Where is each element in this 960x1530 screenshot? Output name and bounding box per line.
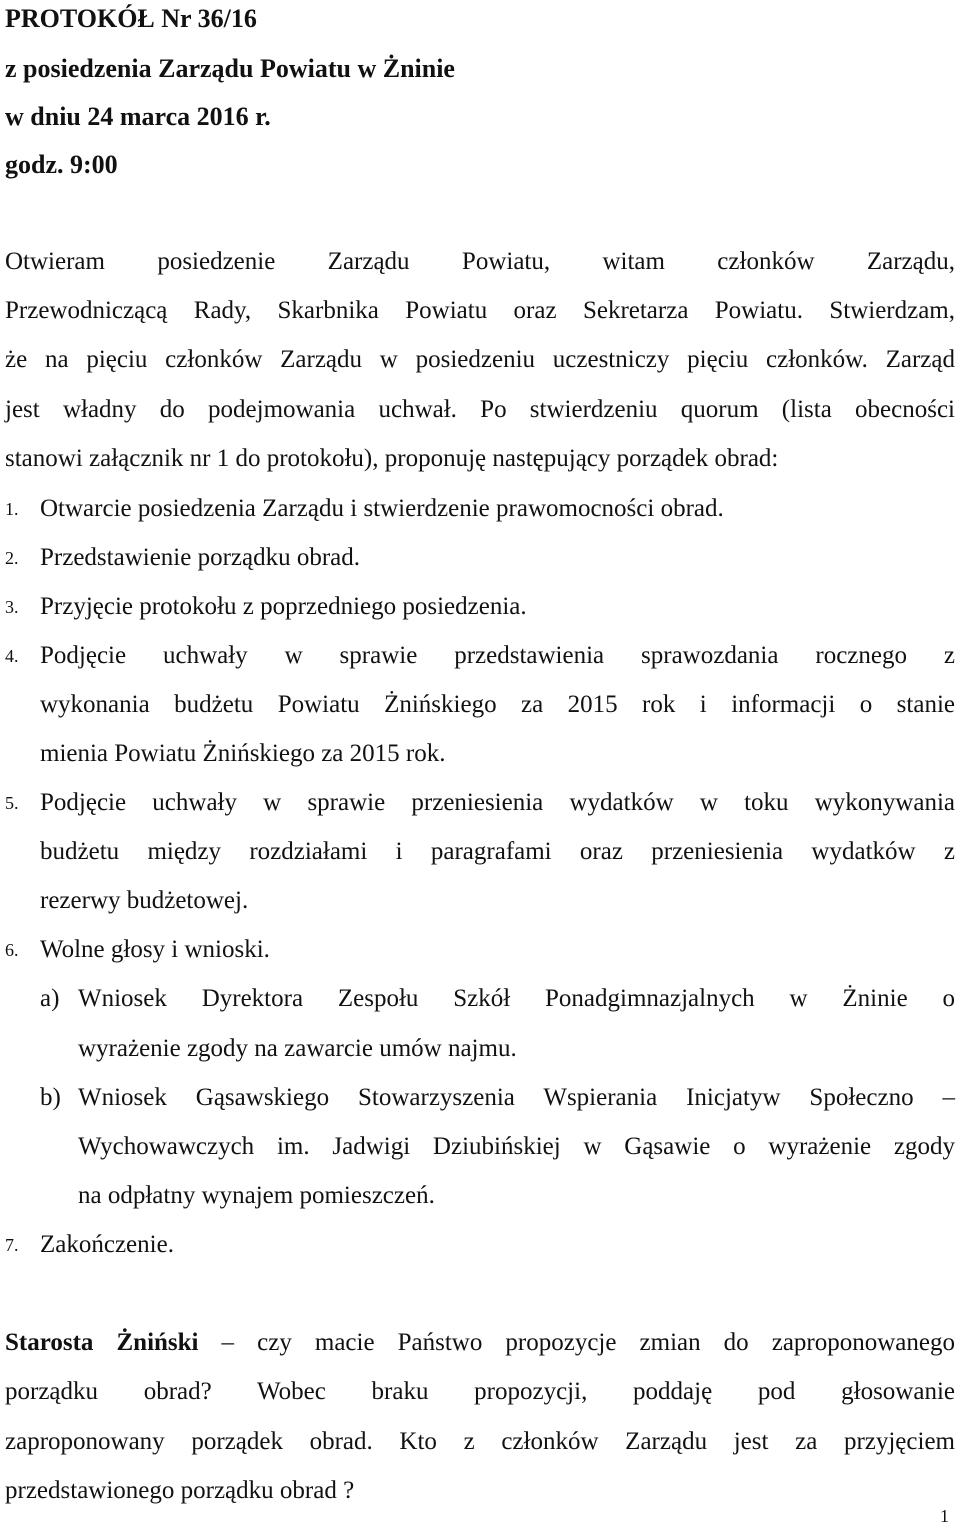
closing-text: – czy macie Państwo propozycje zmian do zaproponowanego [198, 1329, 955, 1356]
closing-line: przedstawionego porządku obrad ? [5, 1477, 355, 1504]
agenda-item-number: 1. [5, 499, 19, 519]
agenda-item-text: Przyjęcie protokołu z poprzedniego posiedzenia. [40, 593, 527, 620]
agenda-item-text: Podjęcie uchwały w sprawie przeniesienia wydatków w toku wykonywania [40, 789, 955, 816]
agenda-item-text: budżetu między rozdziałami i paragrafami oraz przeniesienia wydatków z [40, 838, 955, 865]
intro-line: jest władny do podejmowania uchwał. Po stwierdzeniu quorum (lista obecności [5, 396, 955, 423]
subitem-text: wyrażenie zgody na zawarcie umów najmu. [78, 1035, 517, 1062]
meeting-time: godz. 9:00 [5, 150, 118, 179]
agenda-item-number: 4. [5, 646, 19, 666]
closing-line [5, 1328, 955, 1358]
intro-line: stanowi załącznik nr 1 do protokołu), proponuję następujący porządek obrad: [5, 445, 779, 472]
subitem-marker: a) [40, 985, 60, 1012]
agenda-item-text: wykonania budżetu Powiatu Żnińskiego za 2015 rok i informacji o stanie [40, 691, 955, 718]
agenda-item-number: 3. [5, 597, 19, 617]
subitem-text: Wniosek Dyrektora Zespołu Szkół Ponadgimnazjalnych w Żninie o [78, 985, 955, 1012]
subitem-text: Wychowawczych im. Jadwigi Dziubińskiej w Gąsawie o wyrażenie zgody [78, 1133, 955, 1160]
agenda-item-number: 5. [5, 793, 19, 813]
subitem-marker: b) [40, 1084, 61, 1111]
closing-line: zaproponowany porządek obrad. Kto z członków Zarządu jest za przyjęciem [5, 1428, 955, 1455]
agenda-item-number: 2. [5, 548, 19, 568]
agenda-item-text: Zakończenie. [40, 1231, 174, 1258]
subitem-text: Wniosek Gąsawskiego Stowarzyszenia Wspierania Inicjatyw Społeczno – [78, 1084, 955, 1111]
speaker-name: Starosta Żniński [5, 1329, 199, 1356]
subitem-text: na odpłatny wynajem pomieszczeń. [78, 1182, 435, 1209]
agenda-item-text: Przedstawienie porządku obrad. [40, 544, 361, 571]
agenda-item-text: rezerwy budżetowej. [40, 887, 249, 914]
agenda-item-text: Podjęcie uchwały w sprawie przedstawienia sprawozdania rocznego z [40, 642, 955, 669]
intro-line: Przewodniczącą Rady, Skarbnika Powiatu oraz Sekretarza Powiatu. Stwierdzam, [5, 297, 955, 324]
meeting-subtitle: z posiedzenia Zarządu Powiatu w Żninie [5, 54, 455, 83]
agenda-item-text: mienia Powiatu Żnińskiego za 2015 rok. [40, 740, 446, 767]
protocol-title: PROTOKÓŁ Nr 36/16 [5, 4, 257, 33]
agenda-item-number: 6. [5, 940, 19, 960]
agenda-item-number: 7. [5, 1235, 19, 1255]
agenda-item-text: Wolne głosy i wnioski. [40, 936, 270, 963]
meeting-date: w dniu 24 marca 2016 r. [5, 102, 271, 131]
agenda-item-text: Otwarcie posiedzenia Zarządu i stwierdzenie prawomocności obrad. [40, 495, 724, 522]
closing-line: porządku obrad? Wobec braku propozycji, poddaję pod głosowanie [5, 1378, 955, 1405]
intro-line: Otwieram posiedzenie Zarządu Powiatu, witam członków Zarządu, [5, 248, 955, 275]
page-number: 1 [940, 1506, 949, 1526]
intro-line: że na pięciu członków Zarządu w posiedzeniu uczestniczy pięciu członków. Zarząd [5, 346, 955, 373]
